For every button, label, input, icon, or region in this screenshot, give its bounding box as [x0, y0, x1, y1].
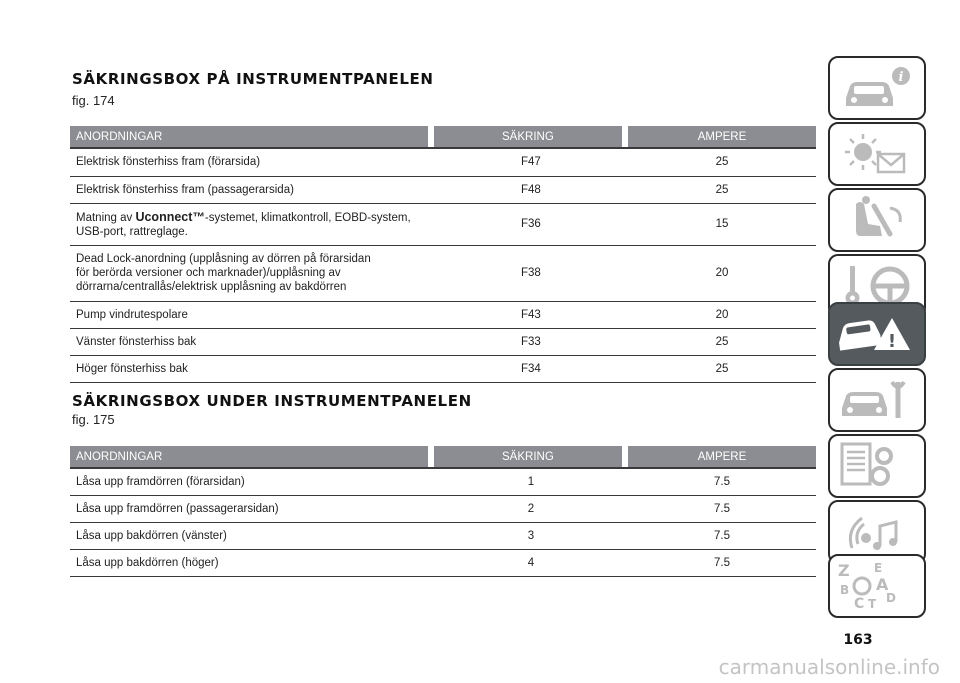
ampere-value: 25 — [628, 176, 816, 203]
device-name: Pump vindrutespolare — [70, 301, 434, 328]
fuse-id: F48 — [434, 176, 628, 203]
tab-emergency[interactable] — [828, 302, 926, 366]
fuse-id: F33 — [434, 328, 628, 355]
device-name: Höger fönsterhiss bak — [70, 355, 434, 382]
tab-car-info[interactable] — [828, 56, 926, 120]
section-title-under-instrument-panel: SÄKRINGSBOX UNDER INSTRUMENTPANELEN — [72, 392, 472, 410]
car-info-icon — [830, 58, 924, 118]
tab-index[interactable] — [828, 554, 926, 618]
warning-lights-icon — [830, 124, 924, 184]
table-row — [70, 301, 816, 328]
tab-warning-lights[interactable] — [828, 122, 926, 186]
tab-maintenance[interactable] — [828, 368, 926, 432]
table-header-row — [70, 446, 816, 468]
car-maintenance-icon — [830, 370, 924, 430]
column-header-devices: ANORDNINGAR — [70, 126, 428, 148]
fuse-id: 4 — [434, 550, 628, 577]
device-name — [70, 203, 434, 245]
ampere-value: 25 — [628, 355, 816, 382]
fuse-id: F38 — [434, 245, 628, 301]
column-header-devices: ANORDNINGAR — [70, 446, 428, 468]
ampere-value: 20 — [628, 301, 816, 328]
tab-technical-data[interactable] — [828, 434, 926, 498]
table-row — [70, 328, 816, 355]
fuse-id: 3 — [434, 523, 628, 550]
multimedia-icon — [830, 502, 924, 562]
ampere-value: 20 — [628, 245, 816, 301]
uconnect-brand: Uconnect™ — [135, 209, 205, 224]
svg-text:C: C — [854, 596, 865, 612]
column-header-fuse: SÄKRING — [434, 126, 622, 148]
table-row — [70, 148, 816, 176]
table-row — [70, 203, 816, 245]
ampere-value: 7.5 — [628, 496, 816, 523]
fuse-table-under-instrument-panel — [70, 446, 816, 577]
device-name: Låsa upp bakdörren (vänster) — [70, 523, 434, 550]
svg-text:i: i — [898, 70, 904, 85]
ampere-value: 15 — [628, 203, 816, 245]
ampere-value: 25 — [628, 148, 816, 176]
table-row — [70, 550, 816, 577]
tab-safety[interactable] — [828, 188, 926, 252]
fuse-id: F47 — [434, 148, 628, 176]
fuse-table-instrument-panel — [70, 126, 816, 383]
svg-text:Z: Z — [838, 561, 850, 580]
svg-text:E: E — [874, 561, 883, 575]
ampere-value: 7.5 — [628, 468, 816, 496]
ampere-value: 7.5 — [628, 550, 816, 577]
table-row — [70, 245, 816, 301]
ampere-value: 25 — [628, 328, 816, 355]
column-header-ampere: AMPERE — [628, 446, 816, 468]
device-name: Elektrisk fönsterhiss fram (passagerarsida) — [70, 176, 434, 203]
alphabetical-index-icon — [830, 556, 924, 616]
device-name: Låsa upp framdörren (passagerarsidan) — [70, 496, 434, 523]
fuse-id: F36 — [434, 203, 628, 245]
device-name: Låsa upp bakdörren (höger) — [70, 550, 434, 577]
table-row — [70, 355, 816, 382]
device-name-suffix: -systemet, klimatkontroll, EOBD-system, USB-port, rattreglage. — [76, 211, 411, 238]
device-name: Vänster fönsterhiss bak — [70, 328, 434, 355]
table-row — [70, 496, 816, 523]
table-row — [70, 523, 816, 550]
figure-reference: fig. 174 — [72, 93, 115, 108]
technical-data-icon — [830, 436, 924, 496]
device-name: Elektrisk fönsterhiss fram (förarsida) — [70, 148, 434, 176]
ampere-value: 7.5 — [628, 523, 816, 550]
table-row — [70, 176, 816, 203]
column-header-ampere: AMPERE — [628, 126, 816, 148]
figure-reference: fig. 175 — [72, 412, 115, 427]
svg-text:A: A — [876, 575, 889, 594]
section-title-instrument-panel: SÄKRINGSBOX PÅ INSTRUMENTPANELEN — [72, 70, 434, 88]
device-name: Låsa upp framdörren (förarsidan) — [70, 468, 434, 496]
airbag-seat-icon — [830, 190, 924, 250]
table-row — [70, 468, 816, 496]
fuse-id: 1 — [434, 468, 628, 496]
fuse-id: F34 — [434, 355, 628, 382]
fuse-id: F43 — [434, 301, 628, 328]
svg-text:B: B — [840, 583, 850, 597]
svg-text:D: D — [886, 591, 896, 605]
emergency-car-icon — [830, 304, 924, 364]
page-number: 163 — [843, 632, 873, 648]
device-name-prefix: Matning av — [76, 211, 136, 224]
table-header-row — [70, 126, 816, 148]
watermark: carmanualsonline.info — [718, 655, 940, 679]
device-name: Dead Lock-anordning (upplåsning av dörren på förarsidan för berörda versioner och marknader)/upplåsning av dörrarna/centrallås/elektrisk upplåsning av bakdörren — [70, 245, 434, 301]
svg-text:T: T — [868, 597, 877, 611]
svg-text:!: ! — [887, 331, 897, 352]
column-header-fuse: SÄKRING — [434, 446, 622, 468]
fuse-id: 2 — [434, 496, 628, 523]
